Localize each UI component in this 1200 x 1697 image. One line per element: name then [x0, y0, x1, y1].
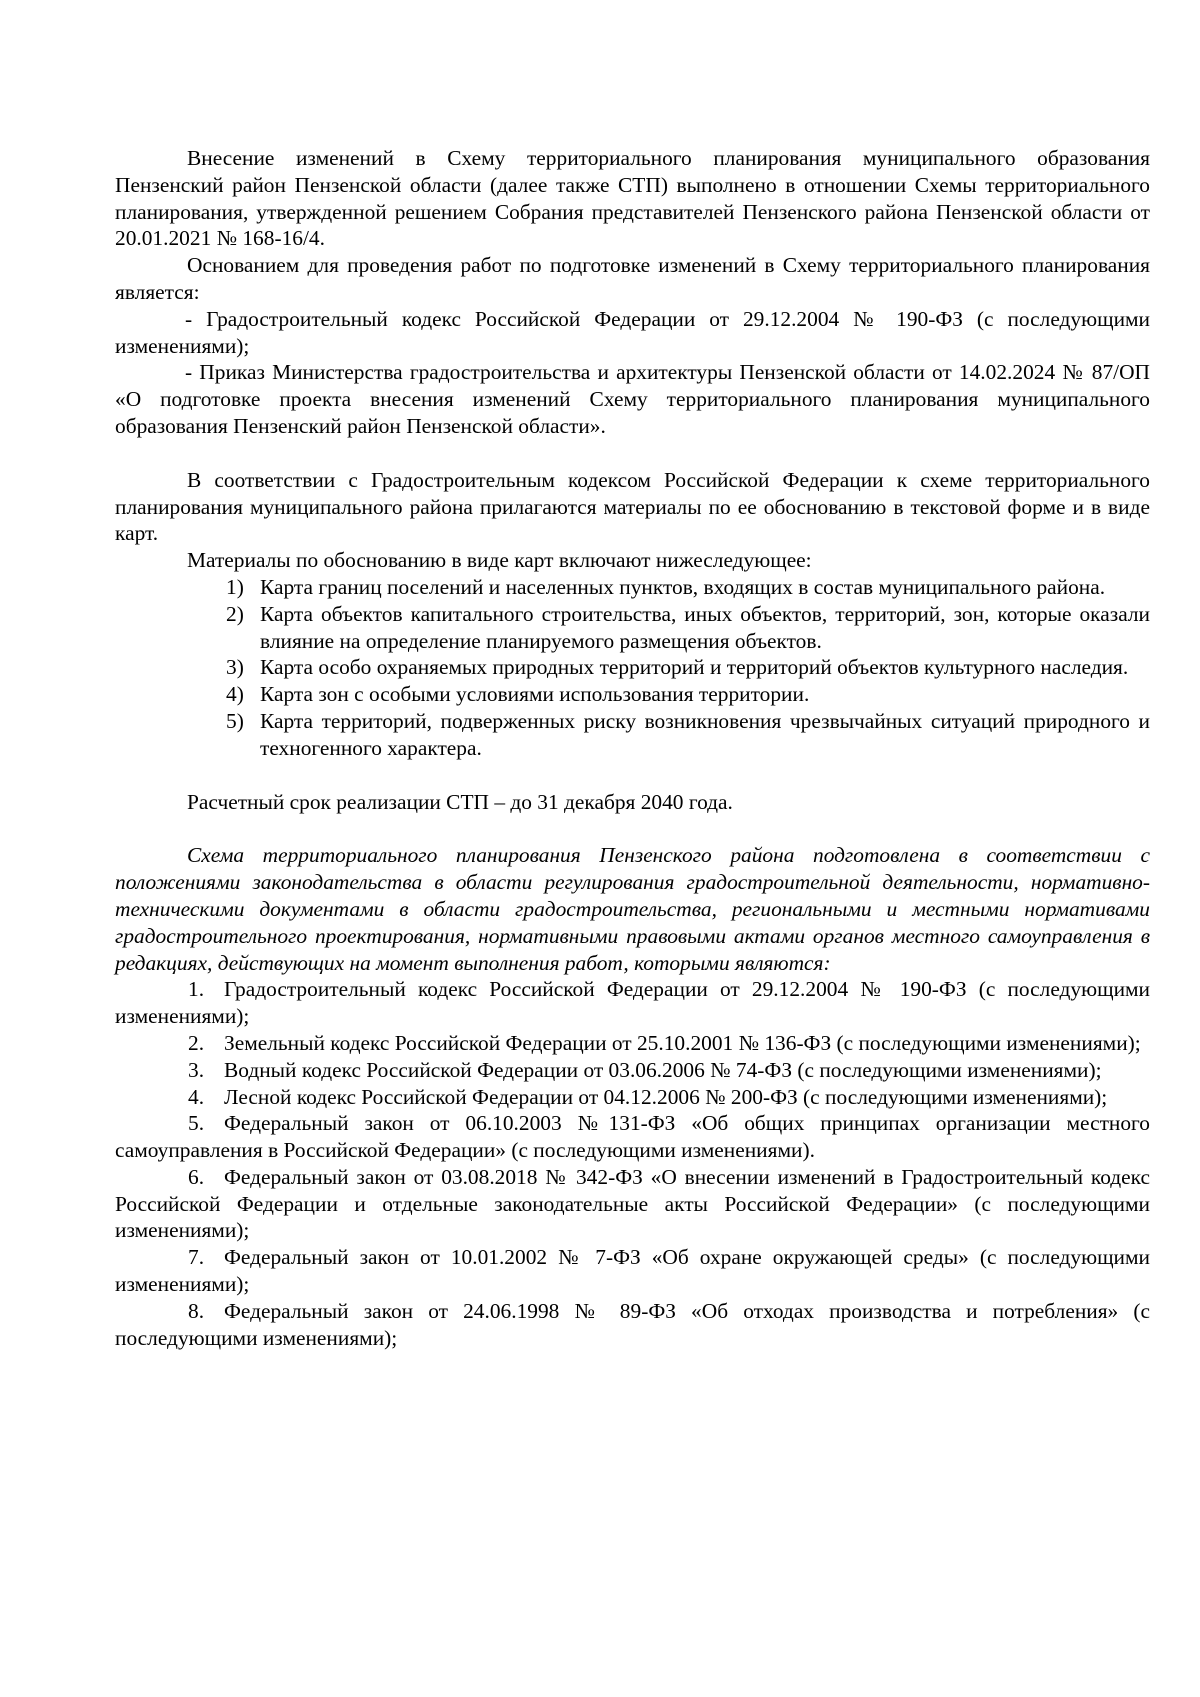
- list-item-number: 2): [226, 601, 244, 626]
- intro-paragraph: Внесение изменений в Схему территориального планирования муниципального образования Пензенский район Пензенской области (далее также СТП) выполнено в отношении Схемы территориального планирования, утвержденной решением Собрания представителей Пензенского района Пензенской области от 20.01.2021 № 168-16/4.: [115, 146, 1150, 251]
- legal-act-item: [115, 1164, 1150, 1244]
- legal-act-text: Федеральный закон от 10.01.2002 № 7-ФЗ «Об охране окружающей среды» (с последующими изменениями);: [115, 1245, 1150, 1297]
- list-item-text: Карта объектов капитального строительства, иных объектов, территорий, зон, которые оказали влияние на определение планируемого размещения объектов.: [260, 601, 1150, 653]
- list-item: [115, 601, 1150, 655]
- legal-act-item: [115, 1244, 1150, 1298]
- legal-act-number: 2.: [188, 1030, 205, 1055]
- term-paragraph: Расчетный срок реализации СТП – до 31 декабря 2040 года.: [187, 789, 733, 814]
- legal-act-number: 8.: [188, 1298, 205, 1323]
- legal-act-text: Водный кодекс Российской Федерации от 03.06.2006 № 74-ФЗ (с последующими изменениями);: [224, 1057, 1102, 1082]
- maps-list: [115, 574, 1150, 762]
- spacer: [115, 815, 1150, 842]
- legal-act-text: Градостроительный кодекс Российской Федерации от 29.12.2004 № 190-ФЗ (с последующими изменениями);: [115, 977, 1150, 1029]
- legal-act-item: [115, 976, 1150, 1030]
- list-item-text: Карта территорий, подверженных риску возникновения чрезвычайных ситуаций природного и техногенного характера.: [260, 708, 1150, 760]
- document-body: [115, 145, 1150, 1351]
- legal-act-item: [115, 1298, 1150, 1352]
- spacer: [115, 762, 1150, 789]
- list-item-number: 3): [226, 655, 244, 680]
- materials-list-intro: Материалы по обоснованию в виде карт включают нижеследующее:: [187, 548, 812, 573]
- legal-act-text: Федеральный закон от 06.10.2003 №131-ФЗ «Об общих принципах организации местного самоуправления в Российской Федерации» (с последующими изменениями).: [115, 1111, 1150, 1163]
- legal-intro-paragraph: Схема территориального планирования Пензенского района подготовлена в соответствии с положениями законодательства в области регулирования градостроительной деятельности, нормативно-техническими документами в области градостроительства, региональными и местными нормативами градостроительного проектирования, нормативными правовыми актами органов местного самоуправления в редакциях, действующих на момент выполнения работ, которыми являются:: [115, 843, 1150, 975]
- legal-act-number: 7.: [188, 1245, 205, 1270]
- list-item-number: 1): [226, 574, 244, 599]
- legal-act-number: 1.: [188, 977, 205, 1002]
- list-item: [115, 654, 1150, 681]
- list-item-number: 4): [226, 682, 244, 707]
- spacer: [115, 440, 1150, 467]
- basis-paragraph: Основанием для проведения работ по подготовке изменений в Схему территориального планирования является:: [115, 253, 1150, 304]
- list-item: [115, 574, 1150, 601]
- legal-act-text: Лесной кодекс Российской Федерации от 04.12.2006 № 200-ФЗ (с последующими изменениями);: [224, 1084, 1108, 1109]
- list-item: [115, 681, 1150, 708]
- legal-act-item: [115, 1084, 1150, 1111]
- list-item-number: 5): [226, 708, 244, 733]
- legal-act-number: 6.: [188, 1164, 205, 1189]
- legal-act-text: Земельный кодекс Российской Федерации от 25.10.2001 № 136-ФЗ (с последующими изменениями);: [224, 1030, 1141, 1055]
- legal-act-number: 5.: [188, 1111, 205, 1136]
- list-item-text: Карта особо охраняемых природных территорий и территорий объектов культурного наследия.: [260, 655, 1129, 680]
- list-item: [115, 708, 1150, 762]
- legal-act-number: 4.: [188, 1084, 205, 1109]
- legal-act-item: [115, 1057, 1150, 1084]
- legal-act-item: [115, 1110, 1150, 1164]
- legal-act-number: 3.: [188, 1057, 205, 1082]
- materials-paragraph: В соответствии с Градостроительным кодексом Российской Федерации к схеме территориального планирования муниципального района прилагаются материалы по ее обоснованию в текстовой форме и в виде карт.: [115, 467, 1150, 546]
- list-item-text: Карта границ поселений и населенных пунктов, входящих в состав муниципального района.: [260, 574, 1106, 599]
- legal-act-text: Федеральный закон от 03.08.2018 № 342-ФЗ «О внесении изменений в Градостроительный кодекс Российской Федерации и отдельные законодательные акты Российской Федерации» (с последующими изменениями);: [115, 1164, 1150, 1243]
- basis-item: - Градостроительный кодекс Российской Федерации от 29.12.2004 № 190-ФЗ (с последующими изменениями);: [115, 306, 1150, 358]
- legal-act-text: Федеральный закон от 24.06.1998 № 89-ФЗ «Об отходах производства и потребления» (с последующими изменениями);: [115, 1298, 1150, 1350]
- list-item-text: Карта зон с особыми условиями использования территории.: [260, 682, 810, 707]
- basis-item: - Приказ Министерства градостроительства и архитектуры Пензенской области от 14.02.2024 № 87/ОП «О подготовке проекта внесения изменений Схему территориального планирования муниципального образования Пензенский район Пензенской области».: [115, 360, 1150, 438]
- legal-act-item: [115, 1030, 1150, 1057]
